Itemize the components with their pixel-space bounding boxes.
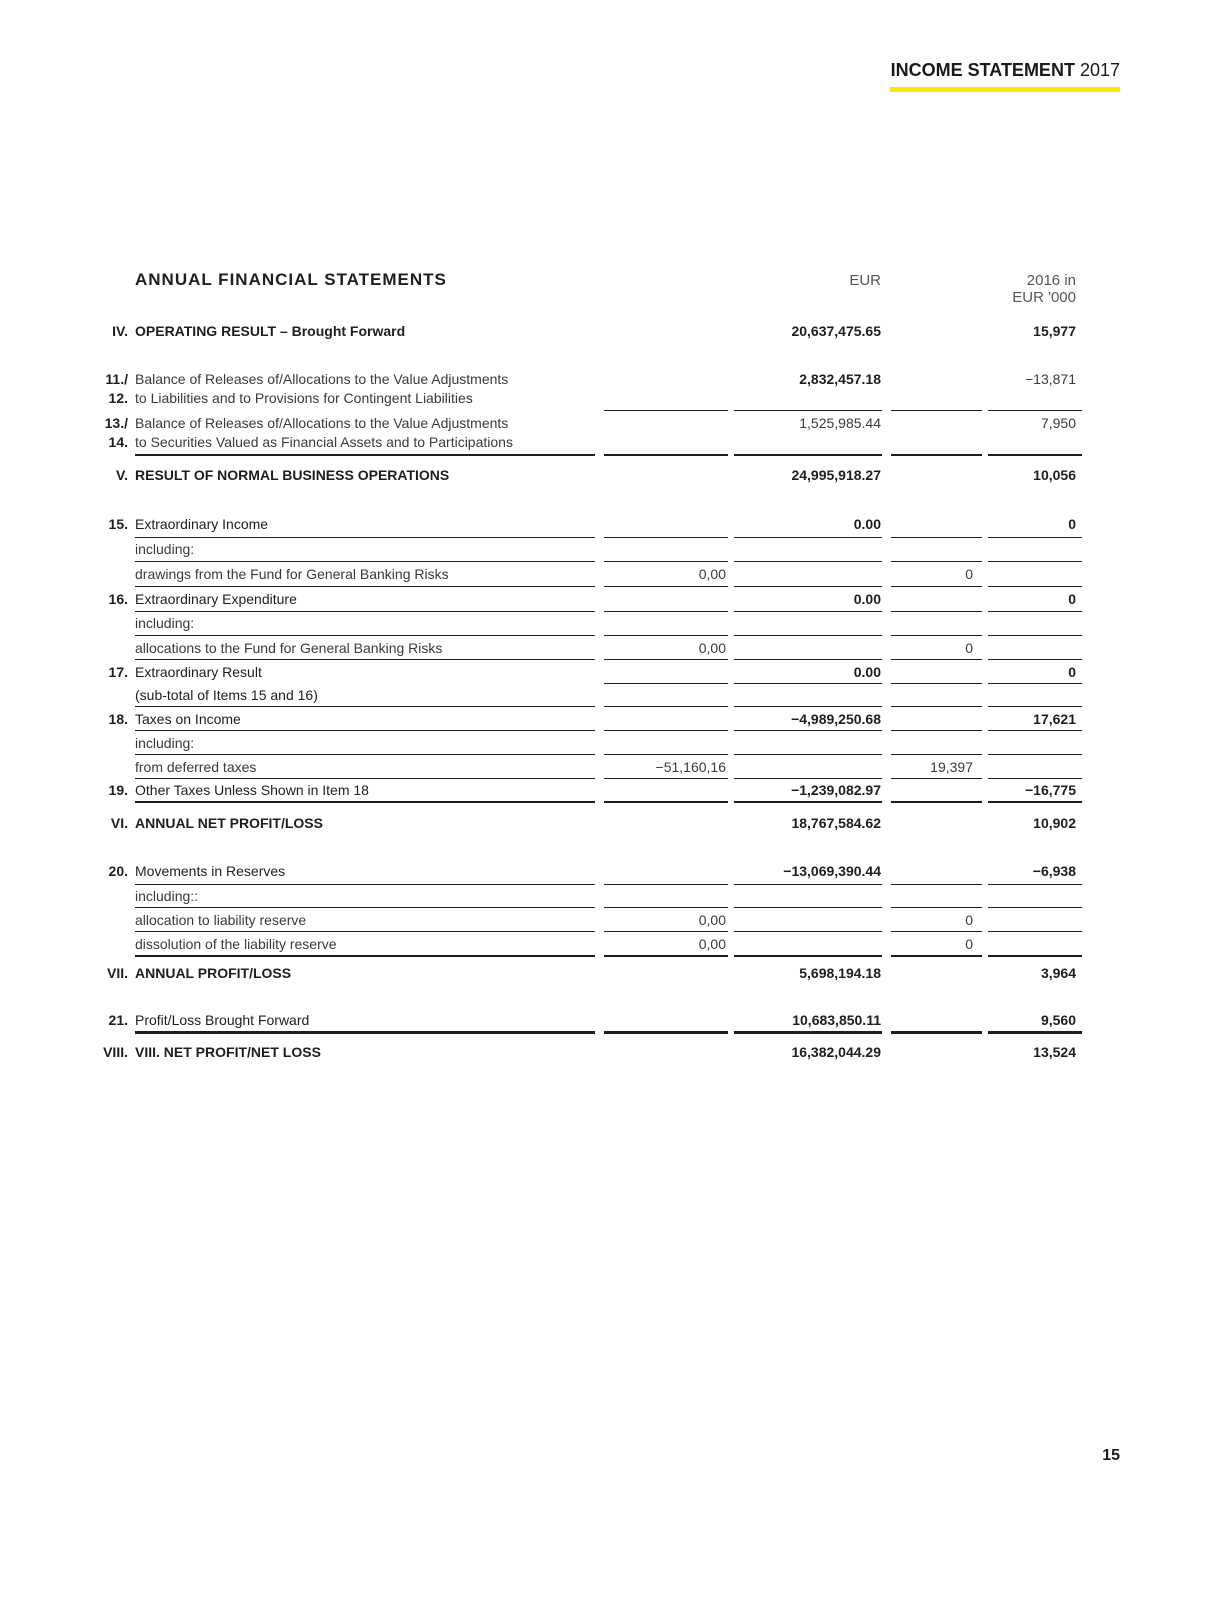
row-num: 17. <box>108 664 128 680</box>
rule <box>135 955 595 957</box>
rule <box>891 884 982 885</box>
rule <box>604 410 728 411</box>
rule <box>604 659 728 660</box>
row-prev: −16,775 <box>1025 782 1076 798</box>
rule <box>891 454 982 456</box>
row-num: VII. <box>106 965 128 981</box>
row-num: 18. <box>108 711 128 727</box>
rule <box>604 611 728 612</box>
rule <box>988 586 1082 587</box>
rule <box>891 801 982 803</box>
rule <box>891 635 982 636</box>
rule <box>988 537 1082 538</box>
row-prev: 10,902 <box>1033 815 1076 831</box>
rule <box>734 778 882 779</box>
row-label <box>135 371 508 406</box>
rule <box>734 561 882 562</box>
row-label: including:: <box>135 888 199 904</box>
row-label: Extraordinary Income <box>135 516 269 532</box>
row-num <box>105 371 128 406</box>
rule <box>135 907 595 908</box>
rule <box>135 778 595 779</box>
row-label-b: to Liabilities and to Provisions for Contingent Liabilities <box>135 390 473 406</box>
col-prev-header-line1: 2016 in <box>1026 272 1076 289</box>
rule <box>604 1031 728 1034</box>
rule <box>135 635 595 636</box>
rule <box>988 635 1082 636</box>
row-num-b: 14. <box>108 434 128 450</box>
rule <box>135 730 595 731</box>
row-prev: −6,938 <box>1032 863 1076 879</box>
rule <box>604 801 728 803</box>
row-prev: 13,524 <box>1033 1044 1076 1060</box>
row-eur: 1,525,985.44 <box>799 415 881 431</box>
rule <box>135 706 595 707</box>
rule <box>604 754 728 755</box>
row-num: IV. <box>112 323 128 339</box>
row-label: including: <box>135 735 195 751</box>
row-num: 21. <box>108 1012 128 1028</box>
rule <box>988 884 1082 885</box>
row-num: 19. <box>108 782 128 798</box>
rule <box>988 454 1082 456</box>
rule <box>604 586 728 587</box>
row-sub-prev: 0 <box>965 640 973 656</box>
row-eur: 20,637,475.65 <box>791 323 881 339</box>
row-num: V. <box>116 467 128 483</box>
row-eur: 0.00 <box>853 664 881 680</box>
rule <box>891 730 982 731</box>
rule <box>734 884 882 885</box>
row-label: (sub-total of Items 15 and 16) <box>135 687 318 703</box>
rule <box>891 410 982 411</box>
rule <box>988 778 1082 779</box>
rule <box>604 635 728 636</box>
rule <box>135 611 595 612</box>
row-eur: 5,698,194.18 <box>799 965 881 981</box>
row-prev: 3,964 <box>1040 965 1076 981</box>
rule <box>891 611 982 612</box>
rule <box>135 931 595 932</box>
row-sub-prev: 0 <box>965 566 973 582</box>
row-label: Profit/Loss Brought Forward <box>135 1012 310 1028</box>
row-prev: 0 <box>1068 591 1076 607</box>
rule <box>135 754 595 755</box>
row-num-b: 12. <box>108 390 128 406</box>
rule <box>135 454 595 456</box>
rule <box>135 1031 595 1034</box>
row-sub-eur: 0,00 <box>698 640 726 656</box>
row-num-a: 11./ <box>105 371 128 387</box>
row-sub-eur: 0,00 <box>698 912 726 928</box>
rule <box>604 706 728 707</box>
row-sub-prev: 0 <box>965 912 973 928</box>
rule <box>988 754 1082 755</box>
row-label: ANNUAL NET PROFIT/LOSS <box>135 815 323 831</box>
row-eur: 0.00 <box>853 516 881 532</box>
rule <box>135 801 595 803</box>
row-num: 16. <box>108 591 128 607</box>
row-label: allocations to the Fund for General Banking Risks <box>135 640 443 656</box>
rule <box>734 955 882 957</box>
rule <box>734 931 882 932</box>
row-label <box>135 415 513 450</box>
row-label: OPERATING RESULT – Brought Forward <box>135 323 406 339</box>
row-num: VI. <box>110 815 128 831</box>
rule <box>891 931 982 932</box>
rule <box>988 410 1082 411</box>
row-eur: 18,767,584.62 <box>791 815 881 831</box>
row-label: allocation to liability reserve <box>135 912 307 928</box>
rule <box>891 778 982 779</box>
row-prev: −13,871 <box>1025 371 1076 387</box>
page-header <box>890 60 1120 92</box>
row-label: Extraordinary Expenditure <box>135 591 297 607</box>
row-prev: 9,560 <box>1040 1012 1076 1028</box>
row-label: RESULT OF NORMAL BUSINESS OPERATIONS <box>135 467 450 483</box>
row-num: VIII. <box>103 1044 128 1060</box>
header-title: INCOME STATEMENT <box>890 60 1075 80</box>
page-number: 15 <box>1102 1447 1120 1464</box>
rule <box>988 611 1082 612</box>
rule <box>988 706 1082 707</box>
col-prev-header-line2: EUR '000 <box>1012 289 1076 306</box>
row-label: Extraordinary Result <box>135 664 262 680</box>
row-num <box>105 415 128 450</box>
row-num: 15. <box>108 516 128 532</box>
row-sub-prev: 19,397 <box>930 759 973 775</box>
row-label: Other Taxes Unless Shown in Item 18 <box>135 782 369 798</box>
rule <box>135 659 595 660</box>
rule <box>988 730 1082 731</box>
rule <box>135 561 595 562</box>
rule <box>604 730 728 731</box>
rule <box>891 955 982 957</box>
rule <box>988 683 1082 684</box>
row-label-b: to Securities Valued as Financial Assets and to Participations <box>135 434 513 450</box>
row-eur: −4,989,250.68 <box>791 711 881 727</box>
row-label: VIII. NET PROFIT/NET LOSS <box>135 1044 321 1060</box>
row-eur: 0.00 <box>853 591 881 607</box>
rule <box>734 410 882 411</box>
rule <box>734 611 882 612</box>
rule <box>734 537 882 538</box>
rule <box>604 884 728 885</box>
row-label: Movements in Reserves <box>135 863 286 879</box>
rule <box>988 907 1082 908</box>
rule <box>604 537 728 538</box>
rule <box>734 1031 882 1034</box>
rule <box>734 801 882 803</box>
rule <box>988 659 1082 660</box>
row-prev: 10,056 <box>1033 467 1076 483</box>
rule <box>988 801 1082 803</box>
row-eur: −13,069,390.44 <box>783 863 881 879</box>
row-eur: 24,995,918.27 <box>791 467 881 483</box>
row-label: Taxes on Income <box>135 711 241 727</box>
row-eur: −1,239,082.97 <box>791 782 881 798</box>
row-label-a: Balance of Releases of/Allocations to the Value Adjustments <box>135 371 509 387</box>
rule <box>604 683 728 684</box>
rule <box>604 907 728 908</box>
rule <box>891 907 982 908</box>
rule <box>604 561 728 562</box>
rule <box>604 955 728 957</box>
row-num: 20. <box>108 863 128 879</box>
rule <box>891 754 982 755</box>
col-prev-header <box>1012 272 1076 306</box>
row-label: including: <box>135 615 195 631</box>
col-eur-header: EUR <box>849 272 881 289</box>
rule <box>135 537 595 538</box>
rule <box>734 907 882 908</box>
row-prev: 7,950 <box>1040 415 1076 431</box>
rule <box>988 1031 1082 1034</box>
row-sub-eur: 0,00 <box>698 566 726 582</box>
rule <box>988 931 1082 932</box>
row-sub-prev: 0 <box>965 936 973 952</box>
rule <box>988 955 1082 957</box>
row-num-a: 13./ <box>104 415 128 431</box>
rule <box>734 754 882 755</box>
rule <box>891 659 982 660</box>
row-label: ANNUAL PROFIT/LOSS <box>135 965 292 981</box>
rule <box>604 454 728 456</box>
rule <box>734 730 882 731</box>
row-label: from deferred taxes <box>135 759 257 775</box>
row-label: drawings from the Fund for General Banking Risks <box>135 566 449 582</box>
rule <box>734 454 882 456</box>
row-prev: 15,977 <box>1033 323 1076 339</box>
rule <box>988 561 1082 562</box>
rule <box>734 635 882 636</box>
rule <box>734 683 882 684</box>
row-sub-eur: 0,00 <box>698 936 726 952</box>
row-prev: 0 <box>1068 516 1076 532</box>
row-label-a: Balance of Releases of/Allocations to the Value Adjustments <box>135 415 509 431</box>
rule <box>891 683 982 684</box>
rule <box>891 706 982 707</box>
rule <box>891 537 982 538</box>
row-prev: 0 <box>1068 664 1076 680</box>
rule <box>891 586 982 587</box>
row-eur: 16,382,044.29 <box>791 1044 881 1060</box>
header-year: 2017 <box>1079 60 1120 80</box>
row-label: dissolution of the liability reserve <box>135 936 337 952</box>
row-label: including: <box>135 541 195 557</box>
rule <box>891 1031 982 1034</box>
row-sub-eur: −51,160,16 <box>655 759 726 775</box>
rule <box>734 586 882 587</box>
row-eur: 2,832,457.18 <box>799 371 881 387</box>
rule <box>135 586 595 587</box>
row-eur: 10,683,850.11 <box>792 1012 881 1028</box>
rule <box>604 931 728 932</box>
rule <box>734 706 882 707</box>
row-prev: 17,621 <box>1033 711 1076 727</box>
rule <box>734 659 882 660</box>
rule <box>604 778 728 779</box>
rule <box>891 561 982 562</box>
table-title: ANNUAL FINANCIAL STATEMENTS <box>135 270 447 289</box>
rule <box>135 884 595 885</box>
